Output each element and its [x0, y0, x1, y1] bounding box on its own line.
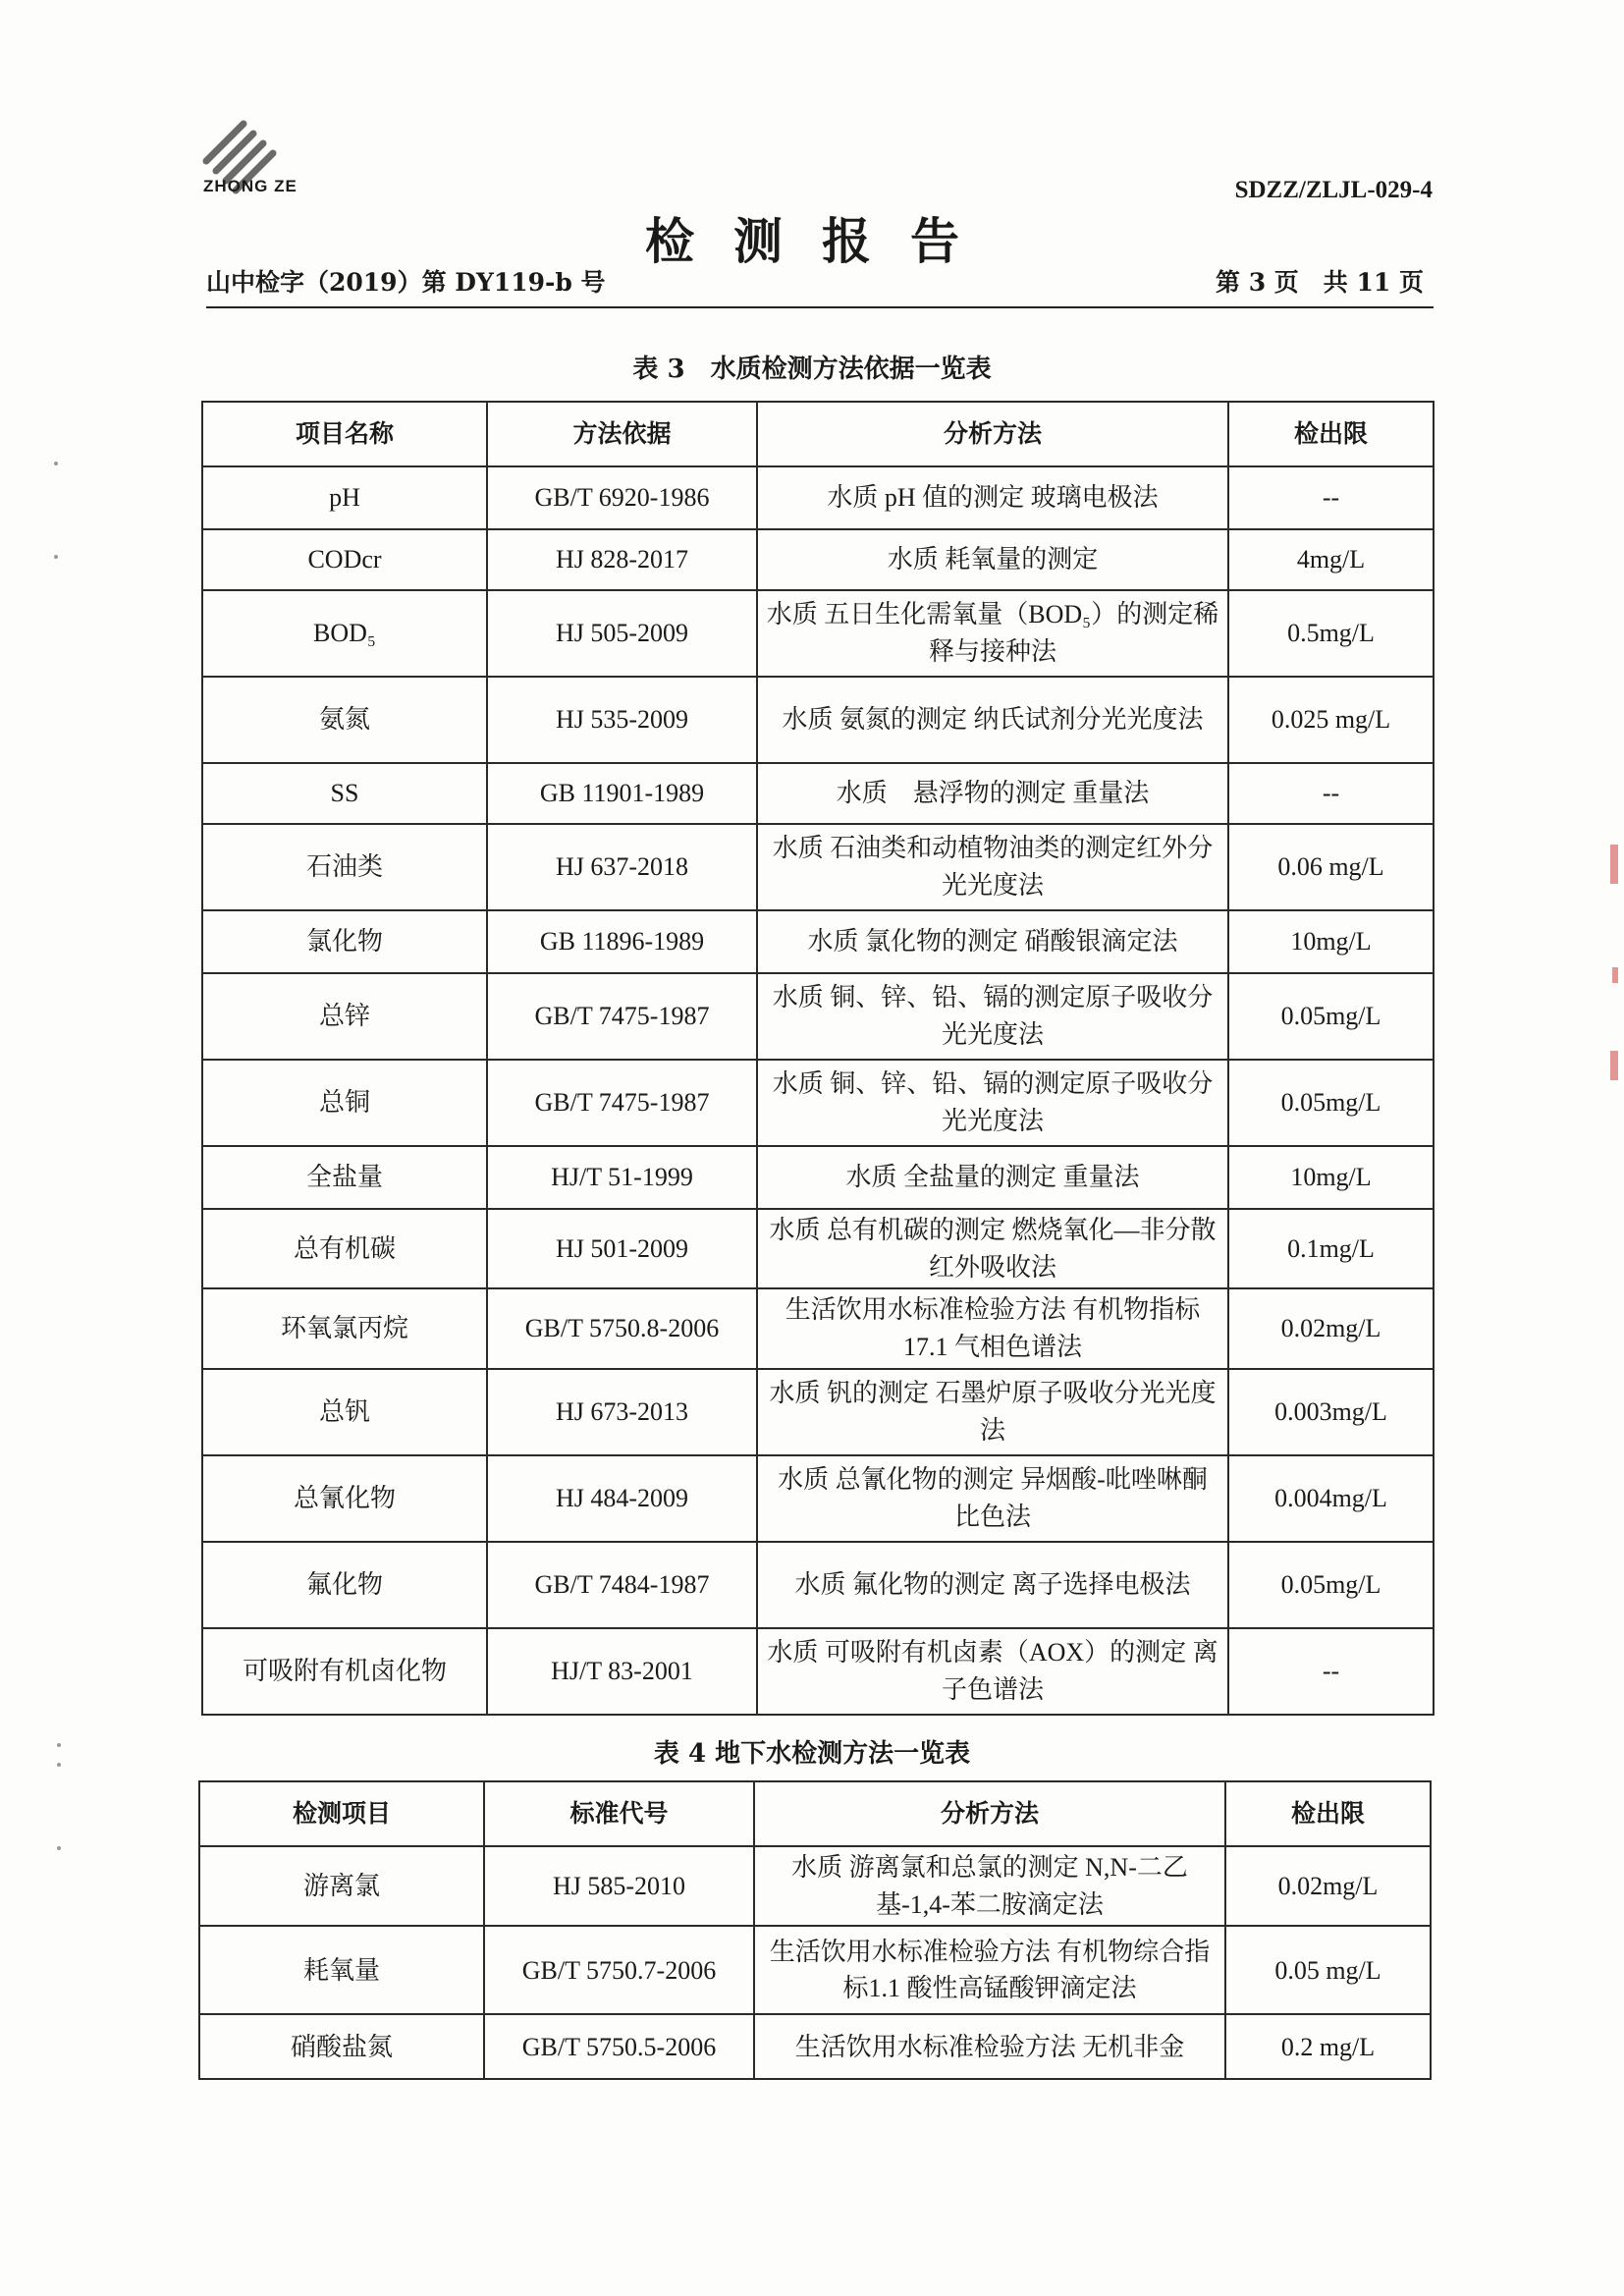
- table-row: [202, 763, 1434, 824]
- limit-cell: 0.003mg/L: [1228, 1369, 1434, 1455]
- table-row: [199, 1926, 1431, 2014]
- standard-cell: HJ 535-2009: [487, 677, 757, 763]
- scan-dot: [54, 555, 58, 559]
- seal-edge-mark: [1610, 1051, 1618, 1080]
- limit-cell: 10mg/L: [1228, 1146, 1434, 1209]
- item-cell: CODcr: [202, 529, 487, 590]
- page-title: 检测报告: [645, 212, 999, 270]
- table-row: [202, 1288, 1434, 1368]
- table-row: [202, 590, 1434, 677]
- method-cell: 水质 石油类和动植物油类的测定红外分光光度法: [757, 824, 1228, 910]
- standard-cell: GB/T 6920-1986: [487, 466, 757, 529]
- table3-header-standard: 方法依据: [487, 402, 757, 466]
- table4-header-standard: 标准代号: [484, 1781, 754, 1846]
- standard-cell: GB/T 5750.5-2006: [484, 2014, 754, 2079]
- scan-dot: [57, 1846, 61, 1850]
- table3-header-method: 分析方法: [757, 402, 1228, 466]
- table3-caption: 表 3 水质检测方法依据一览表: [632, 355, 992, 384]
- item-cell: 石油类: [202, 824, 487, 910]
- method-cell: 水质 可吸附有机卤素（AOX）的测定 离子色谱法: [757, 1628, 1228, 1715]
- table-row: [202, 1542, 1434, 1628]
- standard-cell: HJ/T 51-1999: [487, 1146, 757, 1209]
- table-row: [202, 1060, 1434, 1146]
- limit-cell: 0.5mg/L: [1228, 590, 1434, 677]
- item-cell: 游离氯: [199, 1846, 484, 1926]
- standard-cell: HJ/T 83-2001: [487, 1628, 757, 1715]
- standard-cell: GB/T 7475-1987: [487, 1060, 757, 1146]
- standard-cell: HJ 637-2018: [487, 824, 757, 910]
- item-cell: 全盐量: [202, 1146, 487, 1209]
- groundwater-method-table: [198, 1780, 1432, 2080]
- water-method-table: [201, 401, 1435, 1716]
- method-cell: 水质 pH 值的测定 玻璃电极法: [757, 466, 1228, 529]
- method-cell: 水质 总氰化物的测定 异烟酸-吡唑啉酮比色法: [757, 1455, 1228, 1542]
- table4-header-limit: 检出限: [1225, 1781, 1431, 1846]
- item-cell: 氯化物: [202, 910, 487, 973]
- limit-cell: 0.05 mg/L: [1225, 1926, 1431, 2014]
- standard-cell: GB 11901-1989: [487, 763, 757, 824]
- table4-header-method: 分析方法: [754, 1781, 1225, 1846]
- document-code: SDZZ/ZLJL-029-4: [1234, 177, 1433, 203]
- table-row: [202, 1455, 1434, 1542]
- limit-cell: 4mg/L: [1228, 529, 1434, 590]
- logo-text: ZHONG ZE: [203, 177, 298, 195]
- item-cell: BOD₅: [202, 590, 487, 677]
- limit-cell: 0.004mg/L: [1228, 1455, 1434, 1542]
- table-row: [202, 529, 1434, 590]
- scan-dot: [57, 1743, 61, 1747]
- report-number: 山中检字（2019）第 DY119-b 号: [206, 268, 606, 297]
- item-cell: 耗氧量: [199, 1926, 484, 2014]
- standard-cell: HJ 505-2009: [487, 590, 757, 677]
- reference-line: [206, 261, 1434, 308]
- method-cell: 水质 铜、锌、铅、镉的测定原子吸收分光光度法: [757, 1060, 1228, 1146]
- method-cell: 生活饮用水标准检验方法 无机非金: [754, 2014, 1225, 2079]
- limit-cell: 0.05mg/L: [1228, 1060, 1434, 1146]
- standard-cell: GB/T 5750.7-2006: [484, 1926, 754, 2014]
- table-row: [202, 1146, 1434, 1209]
- table-row: [202, 1369, 1434, 1455]
- standard-cell: HJ 484-2009: [487, 1455, 757, 1542]
- scan-dot: [54, 462, 58, 465]
- item-cell: 氟化物: [202, 1542, 487, 1628]
- method-cell: 水质 钒的测定 石墨炉原子吸收分光光度法: [757, 1369, 1228, 1455]
- table-row: [202, 1209, 1434, 1288]
- limit-cell: --: [1228, 1628, 1434, 1715]
- limit-cell: 0.06 mg/L: [1228, 824, 1434, 910]
- table3-header-limit: 检出限: [1228, 402, 1434, 466]
- method-cell: 生活饮用水标准检验方法 有机物指标 17.1 气相色谱法: [757, 1288, 1228, 1368]
- method-cell: 水质 全盐量的测定 重量法: [757, 1146, 1228, 1209]
- standard-cell: GB/T 5750.8-2006: [487, 1288, 757, 1368]
- table-row: [202, 677, 1434, 763]
- table4-header-item: 检测项目: [199, 1781, 484, 1846]
- table-row: [202, 973, 1434, 1060]
- method-cell: 水质 铜、锌、铅、镉的测定原子吸收分光光度法: [757, 973, 1228, 1060]
- limit-cell: 0.02mg/L: [1228, 1288, 1434, 1368]
- standard-cell: GB/T 7484-1987: [487, 1542, 757, 1628]
- method-cell: 水质 悬浮物的测定 重量法: [757, 763, 1228, 824]
- item-cell: 氨氮: [202, 677, 487, 763]
- item-cell: 总锌: [202, 973, 487, 1060]
- standard-cell: HJ 501-2009: [487, 1209, 757, 1288]
- method-cell: 水质 氨氮的测定 纳氏试剂分光光度法: [757, 677, 1228, 763]
- standard-cell: GB/T 7475-1987: [487, 973, 757, 1060]
- item-cell: 环氧氯丙烷: [202, 1288, 487, 1368]
- limit-cell: --: [1228, 466, 1434, 529]
- standard-cell: HJ 828-2017: [487, 529, 757, 590]
- method-cell: 水质 游离氯和总氯的测定 N,N-二乙基-1,4-苯二胺滴定法: [754, 1846, 1225, 1926]
- item-cell: 硝酸盐氮: [199, 2014, 484, 2079]
- table-row: [202, 910, 1434, 973]
- limit-cell: 0.02mg/L: [1225, 1846, 1431, 1926]
- limit-cell: 10mg/L: [1228, 910, 1434, 973]
- limit-cell: 0.025 mg/L: [1228, 677, 1434, 763]
- standard-cell: GB 11896-1989: [487, 910, 757, 973]
- standard-cell: HJ 673-2013: [487, 1369, 757, 1455]
- item-cell: 总钒: [202, 1369, 487, 1455]
- table4-caption: 表 4 地下水检测方法一览表: [653, 1739, 971, 1769]
- table-row: [202, 466, 1434, 529]
- seal-edge-mark: [1610, 845, 1618, 884]
- method-cell: 生活饮用水标准检验方法 有机物综合指标1.1 酸性高锰酸钾滴定法: [754, 1926, 1225, 2014]
- method-cell: 水质 耗氧量的测定: [757, 529, 1228, 590]
- seal-edge-mark: [1612, 967, 1618, 983]
- item-cell: 总氰化物: [202, 1455, 487, 1542]
- item-cell: pH: [202, 466, 487, 529]
- table3-header-item: 项目名称: [202, 402, 487, 466]
- method-cell: 水质 氟化物的测定 离子选择电极法: [757, 1542, 1228, 1628]
- method-cell: 水质 五日生化需氧量（BOD₅）的测定稀释与接种法: [757, 590, 1228, 677]
- scan-dot: [57, 1763, 61, 1767]
- item-cell: 总铜: [202, 1060, 487, 1146]
- table-row: [202, 1628, 1434, 1715]
- item-cell: 可吸附有机卤化物: [202, 1628, 487, 1715]
- item-cell: SS: [202, 763, 487, 824]
- table-row: [199, 2014, 1431, 2079]
- table-row: [199, 1846, 1431, 1926]
- limit-cell: 0.05mg/L: [1228, 973, 1434, 1060]
- standard-cell: HJ 585-2010: [484, 1846, 754, 1926]
- limit-cell: 0.2 mg/L: [1225, 2014, 1431, 2079]
- table-row: [202, 824, 1434, 910]
- limit-cell: --: [1228, 763, 1434, 824]
- method-cell: 水质 总有机碳的测定 燃烧氧化—非分散红外吸收法: [757, 1209, 1228, 1288]
- method-cell: 水质 氯化物的测定 硝酸银滴定法: [757, 910, 1228, 973]
- item-cell: 总有机碳: [202, 1209, 487, 1288]
- limit-cell: 0.1mg/L: [1228, 1209, 1434, 1288]
- page-number: 第 3 页 共 11 页: [1216, 268, 1424, 297]
- limit-cell: 0.05mg/L: [1228, 1542, 1434, 1628]
